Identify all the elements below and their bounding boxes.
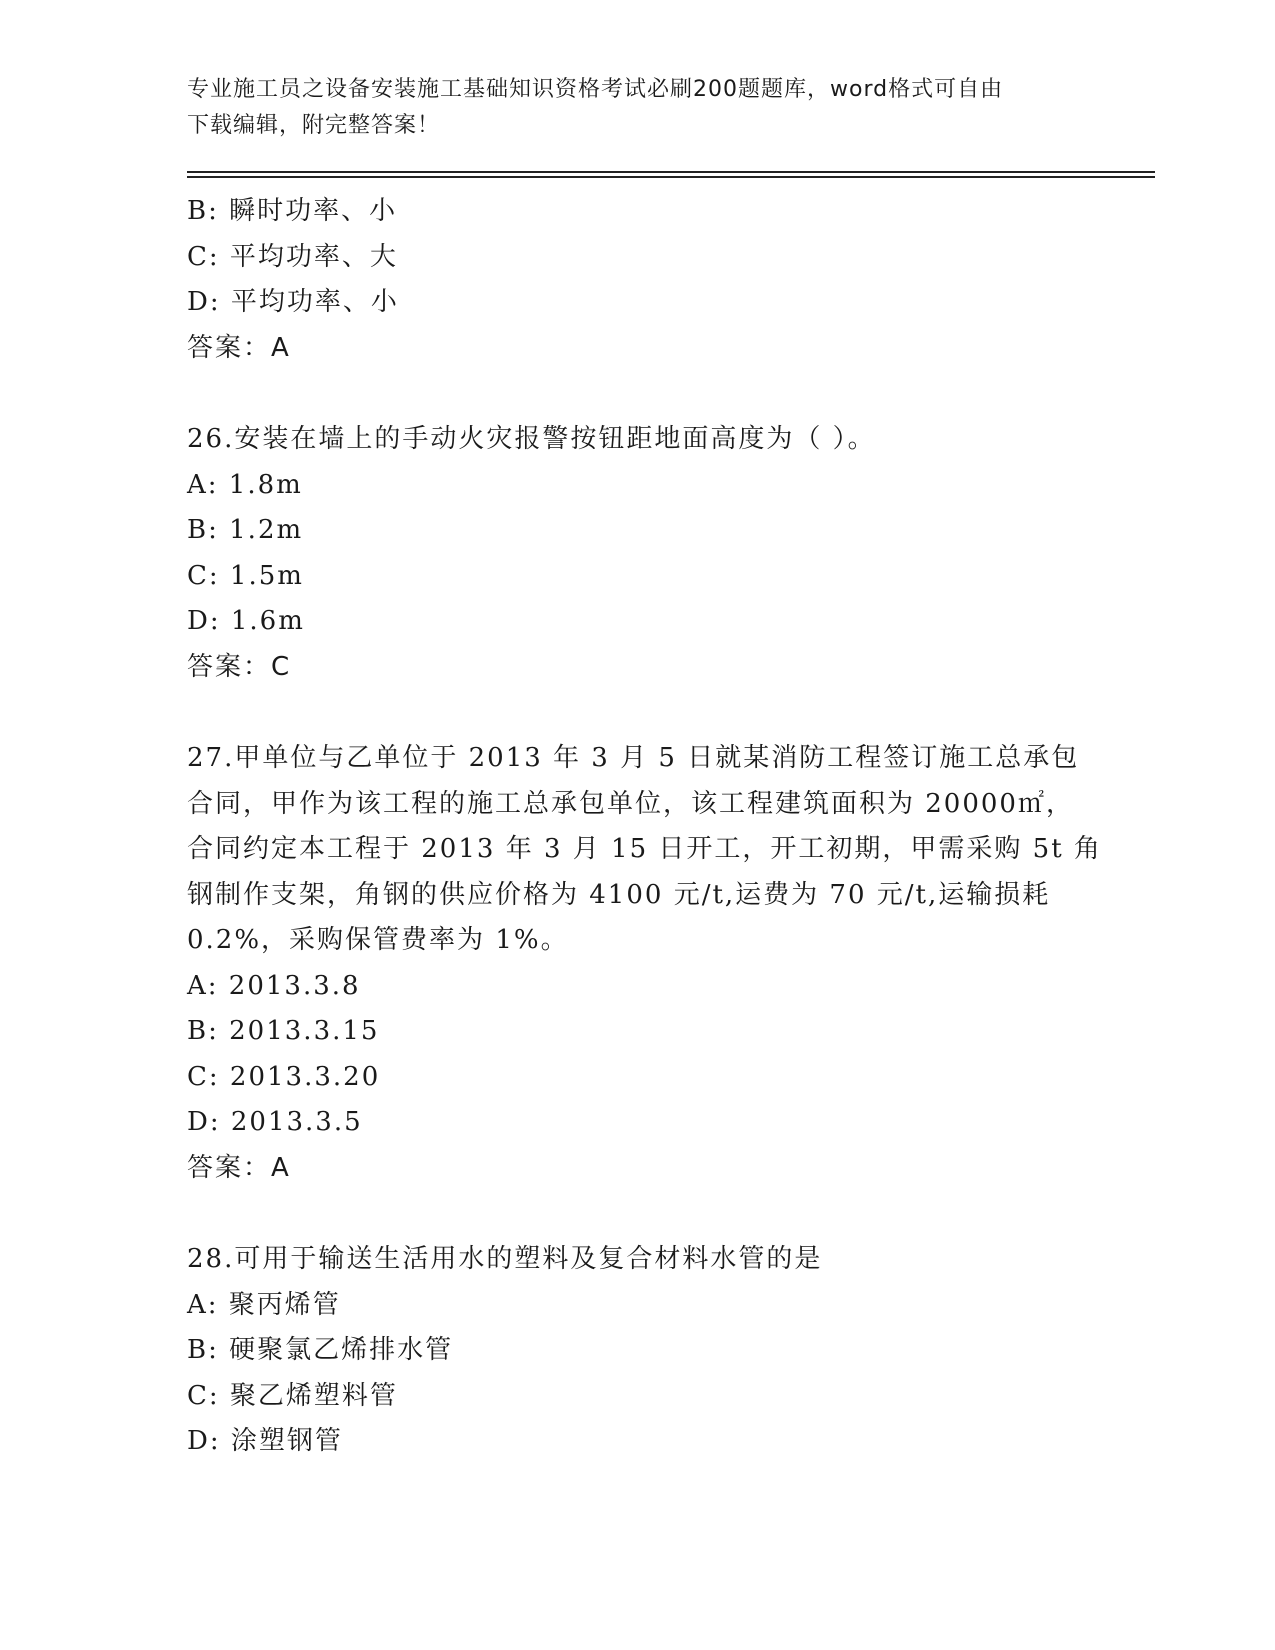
question-stem-line: 0.2%，采购保管费率为 1%。 <box>187 925 569 955</box>
option-c: C: 1.5m <box>187 560 304 591</box>
option-c: C: 2013.3.20 <box>187 1061 381 1092</box>
option-c: C: 聚乙烯塑料管 <box>187 1380 398 1411</box>
header-line-2: 下载编辑，附完整答案！ <box>187 113 441 138</box>
option-b: B: 硬聚氯乙烯排水管 <box>187 1335 454 1365</box>
page-header <box>187 72 1067 144</box>
option-d: D: 涂塑钢管 <box>187 1426 343 1456</box>
answer-line: 答案：A <box>187 332 291 363</box>
question-stem-line: 27.甲单位与乙单位于 2013 年 3 月 5 日就某消防工程签订施工总承包 <box>187 743 1080 773</box>
question-stem-line: 钢制作支架，角钢的供应价格为 4100 元/t,运费为 70 元/t,运输损耗 <box>187 879 1051 910</box>
option-d: D: 2013.3.5 <box>187 1107 363 1137</box>
question-stem: 28.可用于输送生活用水的塑料及复合材料水管的是 <box>187 1244 823 1274</box>
answer-line: 答案：A <box>187 1152 291 1183</box>
question-25 <box>187 189 1087 371</box>
question-content <box>187 189 1102 1465</box>
header-rule-top <box>187 171 1155 173</box>
header-line-1: 专业施工员之设备安装施工基础知识资格考试必刷200题题库，word格式可自由 <box>187 77 1004 102</box>
question-26 <box>187 417 1087 690</box>
option-d: D: 1.6m <box>187 606 305 636</box>
option-a: A: 1.8m <box>187 469 303 500</box>
question-stem-line: 合同约定本工程于 2013 年 3 月 15 日开工，开工初期，甲需采购 5t 角 <box>187 834 1102 864</box>
question-stem-line: 合同，甲作为该工程的施工总承包单位，该工程建筑面积为 20000㎡， <box>187 788 1074 819</box>
option-c: C: 平均功率、大 <box>187 241 398 272</box>
answer-line: 答案：C <box>187 651 292 682</box>
option-a: A: 聚丙烯管 <box>187 1289 341 1320</box>
option-d: D: 平均功率、小 <box>187 287 399 317</box>
header-rule-bottom <box>187 176 1155 178</box>
question-27 <box>187 736 1102 1191</box>
option-b: B: 1.2m <box>187 515 304 545</box>
option-b: B: 2013.3.15 <box>187 1016 380 1046</box>
question-stem: 26.安装在墙上的手动火灾报警按钮距地面高度为（ ）。 <box>187 424 876 454</box>
question-28 <box>187 1237 1087 1465</box>
option-b: B: 瞬时功率、小 <box>187 196 398 226</box>
option-a: A: 2013.3.8 <box>187 970 361 1001</box>
